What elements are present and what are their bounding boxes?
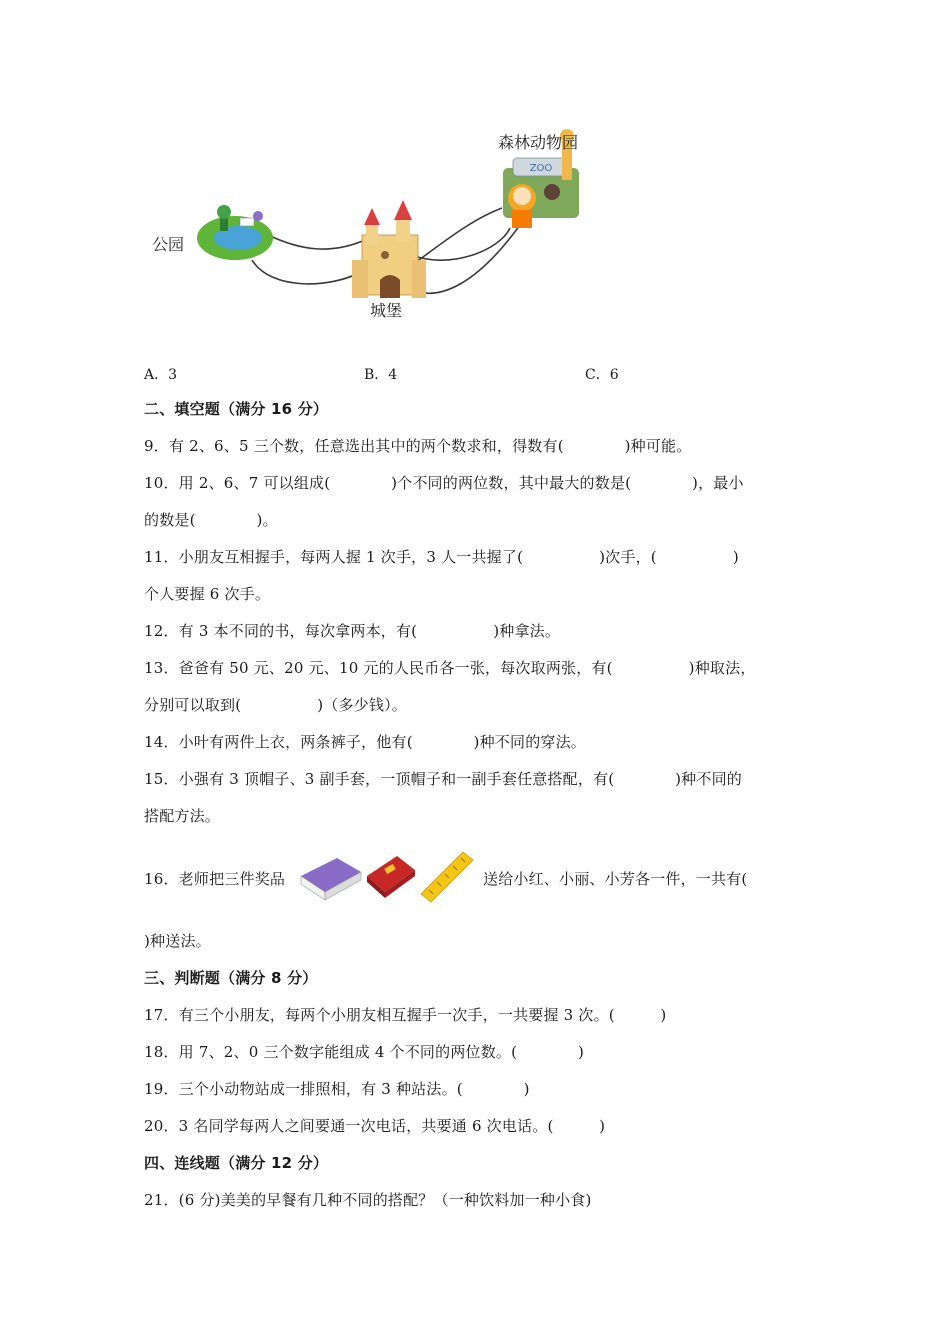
question-11-line-2: 个人要握 6 次手。 (144, 585, 271, 603)
question-19: 19．三个小动物站成一排照相，有 3 种站法。( ) (144, 1080, 530, 1098)
question-16-part-1: 16．老师把三件奖品 (144, 870, 286, 888)
question-20: 20．3 名同学每两人之间要通一次电话，共要通 6 次电话。( ) (144, 1117, 606, 1135)
question-10-line-1: 10．用 2、6、7 可以组成( )个不同的两位数，其中最大的数是( )，最小 (144, 474, 744, 492)
pencil-case-icon (367, 856, 415, 898)
park-icon (197, 205, 273, 260)
zoo-sign-text: ZOO (529, 163, 553, 174)
question-17: 17．有三个小朋友，每两个小朋友相互握手一次手，一共要握 3 次。( ) (144, 1006, 667, 1024)
zoo-label: 森林动物园 (498, 133, 579, 152)
ruler-icon (421, 852, 473, 902)
option-b: B．4 (364, 367, 398, 383)
question-15-line-2: 搭配方法。 (144, 807, 221, 825)
park-label: 公园 (152, 235, 185, 254)
question-10-line-2: 的数是( )。 (144, 511, 278, 529)
route-map (140, 120, 610, 335)
question-15-line-1: 15．小强有 3 顶帽子、3 副手套，一顶帽子和一副手套任意搭配，有( )种不同的 (144, 770, 742, 788)
option-c: C．6 (585, 367, 619, 383)
road-park-castle-2 (252, 260, 365, 284)
prizes-image (297, 850, 477, 905)
section-2-heading: 二、填空题（满分 16 分） (144, 400, 329, 418)
question-21: 21．(6 分)美美的早餐有几种不同的搭配？（一种饮料加一种小食) (144, 1191, 592, 1209)
question-9: 9．有 2、6、5 三个数，任意选出其中的两个数求和，得数有( )种可能。 (144, 437, 692, 455)
section-4-heading: 四、连线题（满分 12 分） (144, 1154, 329, 1172)
castle-label: 城堡 (370, 301, 403, 320)
question-16-part-2: 送给小红、小丽、小芳各一件，一共有( (483, 870, 748, 888)
road-castle-zoo-1 (412, 208, 502, 265)
question-16-line-2: )种送法。 (144, 932, 211, 950)
question-13-line-2: 分别可以取到( )（多少钱）。 (144, 696, 408, 714)
question-18: 18．用 7、2、0 三个数字能组成 4 个不同的两位数。( ) (144, 1043, 585, 1061)
question-11-line-1: 11．小朋友互相握手，每两人握 1 次手，3 人一共握了( )次手，( ) (144, 548, 739, 566)
question-13-line-1: 13．爸爸有 50 元、20 元、10 元的人民币各一张，每次取两张，有( )种取法， (144, 659, 756, 677)
question-14: 14．小叶有两件上衣，两条裤子，他有( )种不同的穿法。 (144, 733, 586, 751)
eraser-icon (301, 858, 361, 900)
option-a: A．3 (144, 367, 178, 383)
road-park-castle-1 (268, 235, 365, 249)
section-3-heading: 三、判断题（满分 8 分） (144, 969, 318, 987)
castle-icon (352, 200, 426, 298)
question-12: 12．有 3 本不同的书，每次拿两本，有( )种拿法。 (144, 622, 561, 640)
